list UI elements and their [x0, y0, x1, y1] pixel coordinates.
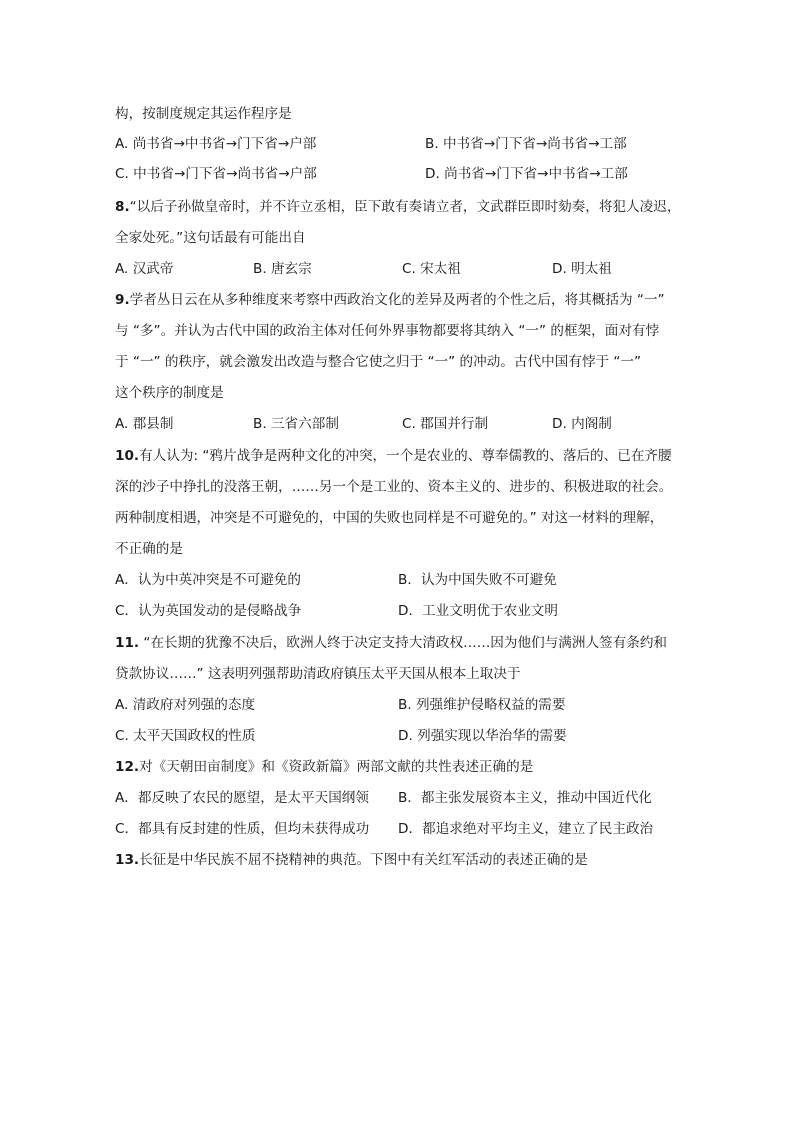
q10-option-a: A．认为中英冲突是不可避免的	[115, 572, 302, 588]
q7-option-b: B. 中书省→门下省→尚书省→工部	[425, 136, 627, 152]
q11-option-b: B. 列强维护侵略权益的需要	[398, 697, 566, 713]
q10-number: 10.	[115, 448, 140, 464]
q10-option-d: D．工业文明优于农业文明	[398, 603, 558, 619]
q10-option-c: C．认为英国发动的是侵略战争	[115, 603, 302, 619]
q8-stem-line-1: 8.“以后子孙做皇帝时，并不许立丞相，臣下敢有奏请立者，文武群臣即时劾奏，将犯人凌迟，	[115, 199, 681, 215]
q7-stem-continued: 构，按制度规定其运作程序是	[115, 106, 292, 122]
q7-option-c: C. 中书省→门下省→尚书省→户部	[115, 166, 317, 182]
q11-option-a: A. 清政府对列强的态度	[115, 697, 256, 713]
q9-stem-line-2: 与 “多”。并认为古代中国的政治主体对任何外界事物都要将其纳入 “一” 的框架，面对有悖	[115, 323, 660, 339]
q8-option-a: A. 汉武帝	[115, 261, 174, 277]
q9-option-d: D. 内阁制	[552, 416, 612, 432]
q12-number: 12.	[115, 759, 140, 775]
q10-stem-line-4: 不正确的是	[115, 541, 183, 557]
q8-stem-line-2: 全家处死。”这句话最有可能出自	[115, 230, 306, 246]
q7-option-d: D. 尚书省→门下省→中书省→工部	[425, 166, 628, 182]
q9-stem-line-3: 于 “一” 的秩序，就会激发出改造与整合它使之归于 “一” 的冲动。古代中国有悖于 “一”	[115, 354, 642, 370]
q9-stem-line-1: 9.学者丛日云在从多种维度来考察中西政治文化的差异及两者的个性之后，将其概括为 “一”	[115, 292, 665, 308]
q12-stem-line-1: 12.对《天朝田亩制度》和《资政新篇》两部文献的共性表述正确的是	[115, 759, 534, 775]
q12-option-c: C．都具有反封建的性质，但均未获得成功	[115, 821, 370, 837]
q7-option-a: A. 尚书省→中书省→门下省→户部	[115, 136, 317, 152]
q8-number: 8.	[115, 199, 130, 215]
q11-option-c: C. 太平天国政权的性质	[115, 728, 256, 744]
q12-option-b: B．都主张发展资本主义，推动中国近代化	[398, 790, 653, 806]
q12-option-a: A．都反映了农民的愿望，是太平天国纲领	[115, 790, 369, 806]
q13-stem-line-1: 13.长征是中华民族不屈不挠精神的典范。下图中有关红军活动的表述正确的是	[115, 852, 588, 868]
q9-option-b: B. 三省六部制	[253, 416, 339, 432]
q10-stem-line-3: 两种制度相遇，冲突是不可避免的，中国的失败也同样是不可避免的。” 对这一材料的理解，	[115, 510, 664, 526]
q10-stem-line-2: 深的沙子中挣扎的没落王朝，……另一个是工业的、资本主义的、进步的、积极进取的社会。	[115, 479, 673, 495]
q9-number: 9.	[115, 292, 130, 308]
q9-option-a: A. 郡县制	[115, 416, 174, 432]
q11-option-d: D. 列强实现以华治华的需要	[398, 728, 567, 744]
q13-number: 13.	[115, 852, 140, 868]
q8-option-c: C. 宋太祖	[402, 261, 461, 277]
q10-option-b: B．认为中国失败不可避免	[398, 572, 557, 588]
q12-option-d: D．都追求绝对平均主义，建立了民主政治	[398, 821, 654, 837]
q10-stem-line-1: 10.有人认为: “鸦片战争是两种文化的冲突，一个是农业的、尊奉儒教的、落后的、已在齐腰	[115, 448, 672, 464]
q9-option-c: C. 郡国并行制	[402, 416, 489, 432]
q8-option-d: D. 明太祖	[552, 261, 612, 277]
q9-stem-line-4: 这个秩序的制度是	[115, 385, 224, 401]
q8-option-b: B. 唐玄宗	[253, 261, 312, 277]
q11-stem-line-1: 11. “在长期的犹豫不决后，欧洲人终于决定支持大清政权……因为他们与满洲人签有条约和	[115, 635, 668, 651]
q11-stem-line-2: 贷款协议……” 这表明列强帮助清政府镇压太平天国从根本上取决于	[115, 666, 521, 682]
q11-number: 11.	[115, 635, 140, 651]
